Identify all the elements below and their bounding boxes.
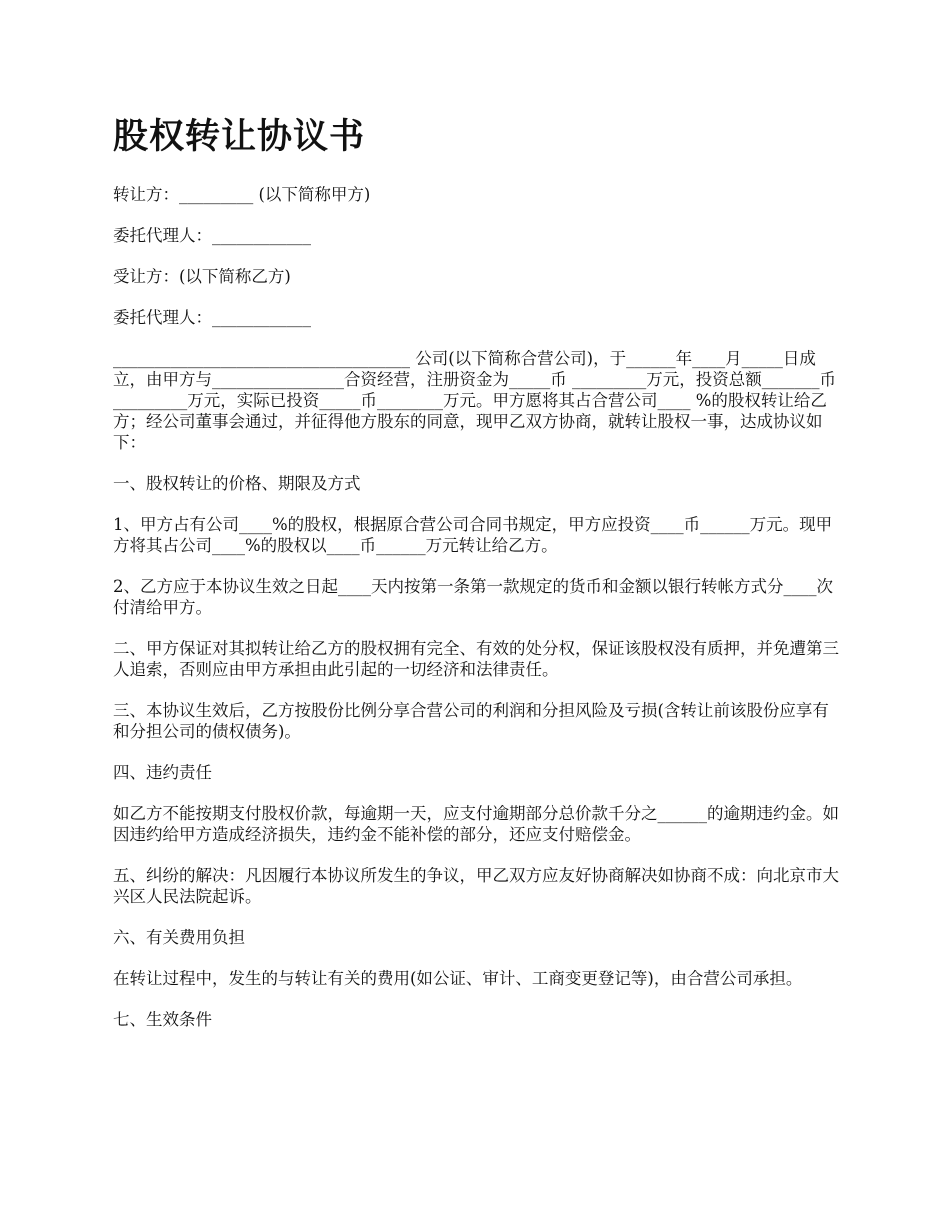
clause-4-text: 如乙方不能按期支付股权价款，每逾期一天，应支付逾期部分总价款千分之______的逾期违约金。如因违约给甲方造成经济损失，违约金不能补偿的部分，还应支付赔偿金。 — [113, 804, 839, 844]
section-heading-1: 一、股权转让的价格、期限及方式 — [113, 474, 361, 493]
paragraph-transferee: 受让方：(以下简称乙方) — [113, 267, 291, 286]
section-heading-7: 七、生效条件 — [113, 1010, 212, 1029]
paragraph-transferee-agent: 委托代理人：____________ — [113, 308, 311, 327]
document-page — [113, 112, 840, 1050]
paragraph-transferor-agent: 委托代理人：____________ — [113, 226, 311, 245]
clause-1-1: 1、甲方占有公司____%的股权，根据原合营公司合同书规定，甲方应投资____币______万元。现甲方将其占公司____%的股权以____币______万元转让给乙方。 — [113, 515, 833, 555]
paragraph-transferor: 转让方：_________ (以下简称甲方) — [113, 185, 371, 204]
section-heading-4: 四、违约责任 — [113, 763, 212, 782]
section-3: 三、本协议生效后，乙方按股份比例分享合营公司的利润和分担风险及亏损(含转让前该股份应享有和分担公司的债权债务)。 — [113, 701, 829, 741]
section-heading-6: 六、有关费用负担 — [113, 928, 245, 947]
clause-1-2: 2、乙方应于本协议生效之日起____天内按第一条第一款规定的货币和金额以银行转帐方式分____次付清给甲方。 — [113, 577, 833, 617]
clause-6-text: 在转让过程中，发生的与转让有关的费用(如公证、审计、工商变更登记等)，由合营公司承担。 — [113, 969, 803, 988]
section-2: 二、甲方保证对其拟转让给乙方的股权拥有完全、有效的处分权，保证该股权没有质押，并免遭第三人追索，否则应由甲方承担由此引起的一切经济和法律责任。 — [113, 639, 839, 679]
section-5: 五、纠纷的解决：凡因履行本协议所发生的争议，甲乙双方应友好协商解决如协商不成：向北京市大兴区人民法院起诉。 — [113, 866, 839, 906]
paragraph-preamble: ____________________________________ 公司(以下简称合营公司)，于______年____月_____日成立，由甲方与________________合资经营，注册资金为_____币 _________万元，投资总额_______币_________万元，实际已投资_____币________万元。甲方愿将其占合营公司____ %的股权转让给乙方；经公司董事会通过，并征得他方股东的同意，现甲乙双方协商，就转让股权一事，达成协议如下： — [113, 349, 836, 452]
document-title: 股权转让协议书 — [113, 117, 366, 157]
